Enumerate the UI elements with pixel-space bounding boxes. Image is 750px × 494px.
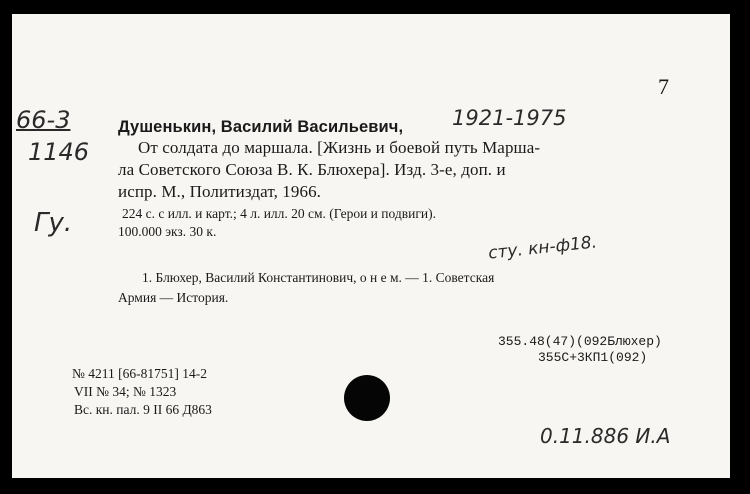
class-number-1: 355.48(47)(092Блюхер) bbox=[498, 334, 662, 349]
author-heading bbox=[118, 118, 403, 137]
author-dates-handwritten: 1921-1975 bbox=[452, 106, 567, 130]
shelfmark-bottom: 1146 bbox=[28, 138, 90, 166]
author-name: Душенькин, Василий Васильевич, bbox=[118, 118, 404, 136]
subject-line-2: Армия — История. bbox=[118, 290, 229, 305]
title-line-3: испр. М., Политиздат, 1966. bbox=[118, 182, 322, 201]
page-number: 7 bbox=[658, 74, 669, 99]
catalog-card bbox=[12, 14, 730, 478]
punch-hole bbox=[344, 375, 390, 421]
collation-line-1: 224 с. с илл. и карт.; 4 л. илл. 20 см. (Герои и подвиги). bbox=[122, 206, 436, 221]
collation-line-2: 100.000 экз. 30 к. bbox=[118, 224, 217, 239]
record-line-1: № 4211 [66-81751] 14-2 bbox=[72, 366, 207, 381]
handwritten-bottom: 0.11.886 И.А bbox=[540, 424, 671, 448]
title-line-1: От солдата до маршала. [Жизнь и боевой путь Марша- bbox=[138, 138, 541, 157]
title-line-2: ла Советского Союза В. К. Блюхера]. Изд. 3-е, доп. и bbox=[118, 160, 506, 179]
handwritten-note-left: Гу. bbox=[34, 208, 73, 238]
record-line-3: Вс. кн. пал. 9 II 66 Д863 bbox=[74, 402, 212, 417]
shelfmark-top: 66-3 bbox=[16, 106, 71, 134]
handwritten-insert: сту. кн-ф18. bbox=[487, 232, 598, 264]
record-line-2: VII № 34; № 1323 bbox=[74, 384, 177, 399]
subject-line-1: 1. Блюхер, Василий Константинович, о н е м. — 1. Советская bbox=[142, 270, 495, 285]
class-number-2: 355С+3КП1(092) bbox=[538, 350, 648, 365]
